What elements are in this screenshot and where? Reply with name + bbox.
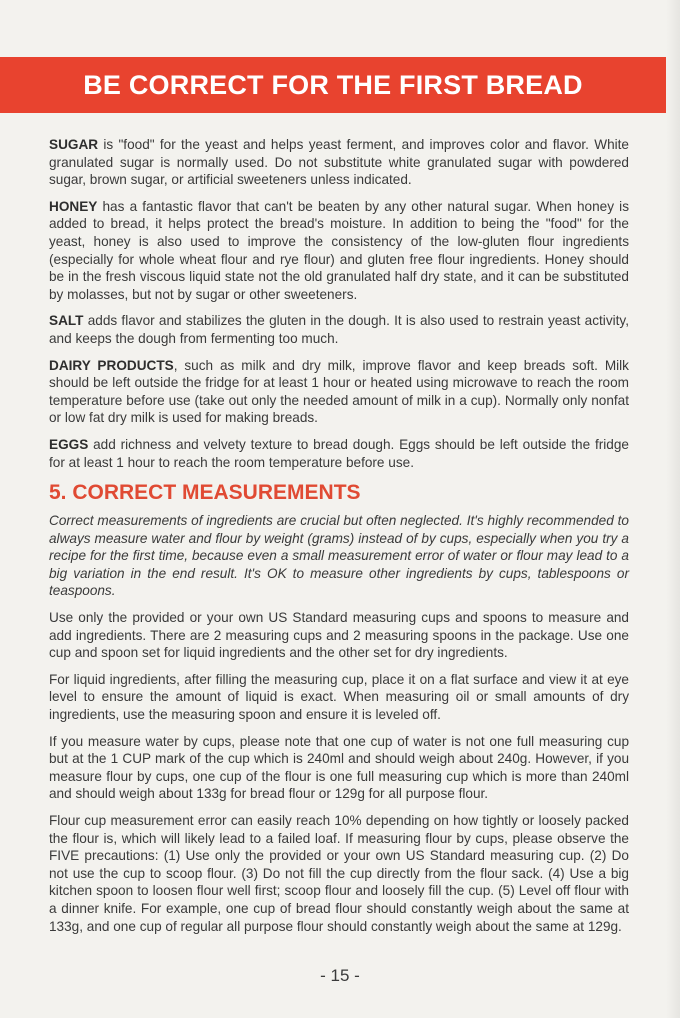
page-edge-shadow xyxy=(666,0,680,1018)
ingredient-paragraph-eggs xyxy=(49,436,629,471)
ingredient-text: adds flavor and stabilizes the gluten in the dough. It is also used to restrain yeast activity, and keeps the dough from fermenting too much. xyxy=(49,313,629,346)
ingredient-paragraph-honey xyxy=(49,198,629,304)
page-title: BE CORRECT FOR THE FIRST BREAD xyxy=(83,69,583,100)
ingredient-term: EGGS xyxy=(49,436,89,452)
ingredient-text: add richness and velvety texture to bread dough. Eggs should be left outside the fridge for at least 1 hour to reach the room temperature before use. xyxy=(49,436,629,470)
body-paragraph: For liquid ingredients, after filling the measuring cup, place it on a flat surface and view it at eye level to ensure the amount of liquid is exact. When measuring oil or small amounts of dry ingredients, use the measuring spoon and ensure it is leveled off. xyxy=(49,671,629,723)
ingredient-term: DAIRY PRODUCTS xyxy=(49,357,174,373)
body-paragraph: Use only the provided or your own US Standard measuring cups and spoons to measure and add ingredients. There are 2 measuring cups and 2 measuring spoons in the package. Use one cup and spoon set for liquid ingredients and the other set for dry ingredients. xyxy=(49,610,629,661)
ingredient-text: has a fantastic flavor that can't be beaten by any other natural sugar. When honey is added to bread, it helps protect the bread's moisture. In addition to being the "food" for the yeast, honey is also used to improve the consistency of the low-gluten flour ingredients (especially for whole wheat flour and rye flour) and gluten free flour ingredients. Honey should be in the fresh viscous liquid state not the old granulated half dry state, and it can be substituted by molasses, but not by sugar or other sweeteners. xyxy=(49,198,629,302)
section-intro: Correct measurements of ingredients are crucial but often neglected. It's highly recommended to always measure water and flour by weight (grams) instead of by cups, especially when you try a recipe for the first time, because even a small measurement error of water or flour may lead to a big variation in the end result. It's OK to measure other ingredients by cups, tablespoons or teaspoons. xyxy=(49,513,629,599)
page-number: - 15 - xyxy=(320,966,360,985)
title-banner xyxy=(0,57,666,113)
ingredient-text: , such as milk and dry milk, improve flavor and keep breads soft. Milk should be left outside the fridge for at least 1 hour or heated using microwave to reach the room temperature before use (take out only the needed amount of milk in a cup). Normally only nonfat or low fat dry milk is used for making breads. xyxy=(49,357,629,426)
ingredient-paragraph-dairy xyxy=(49,357,629,427)
body-paragraph: Flour cup measurement error can easily reach 10% depending on how tightly or loosely packed the flour is, which will likely lead to a failed loaf. If measuring flour by cups, please observe the FIVE precautions: (1) Use only the provided or your own US Standard measuring cup. (2) Do not use the cup to scoop flour. (3) Do not fill the cup directly from the flour sack. (4) Use a big kitchen spoon to loosen flour well first; scoop flour and loosely fill the cup. (5) Level off flour with a dinner knife. For example, one cup of bread flour should constantly weigh about the same at 133g, and one cup of regular all purpose flour should constantly weigh about the same at 129g. xyxy=(49,813,629,934)
ingredient-text: is "food" for the yeast and helps yeast ferment, and improves color and flavor. White granulated sugar is normally used. Do not substitute white granulated sugar with powdered sugar, brown sugar, or artificial sweeteners unless indicated. xyxy=(49,137,629,188)
ingredient-term: HONEY xyxy=(49,198,98,214)
ingredient-paragraph-sugar xyxy=(49,136,629,189)
ingredient-paragraph-salt xyxy=(49,312,629,347)
ingredient-term: SUGAR xyxy=(49,137,99,152)
ingredient-term: SALT xyxy=(49,313,84,329)
body-paragraph: If you measure water by cups, please note that one cup of water is not one full measuring cup but at the 1 CUP mark of the cup which is 240ml and should weigh about 240g. However, if you measure flour by cups, one cup of the flour is one full measuring cup which is more than 240ml and should weigh about 133g for bread flour or 129g for all purpose flour. xyxy=(49,733,629,802)
page-content xyxy=(49,136,629,944)
section-heading: 5. CORRECT MEASUREMENTS xyxy=(49,481,361,505)
